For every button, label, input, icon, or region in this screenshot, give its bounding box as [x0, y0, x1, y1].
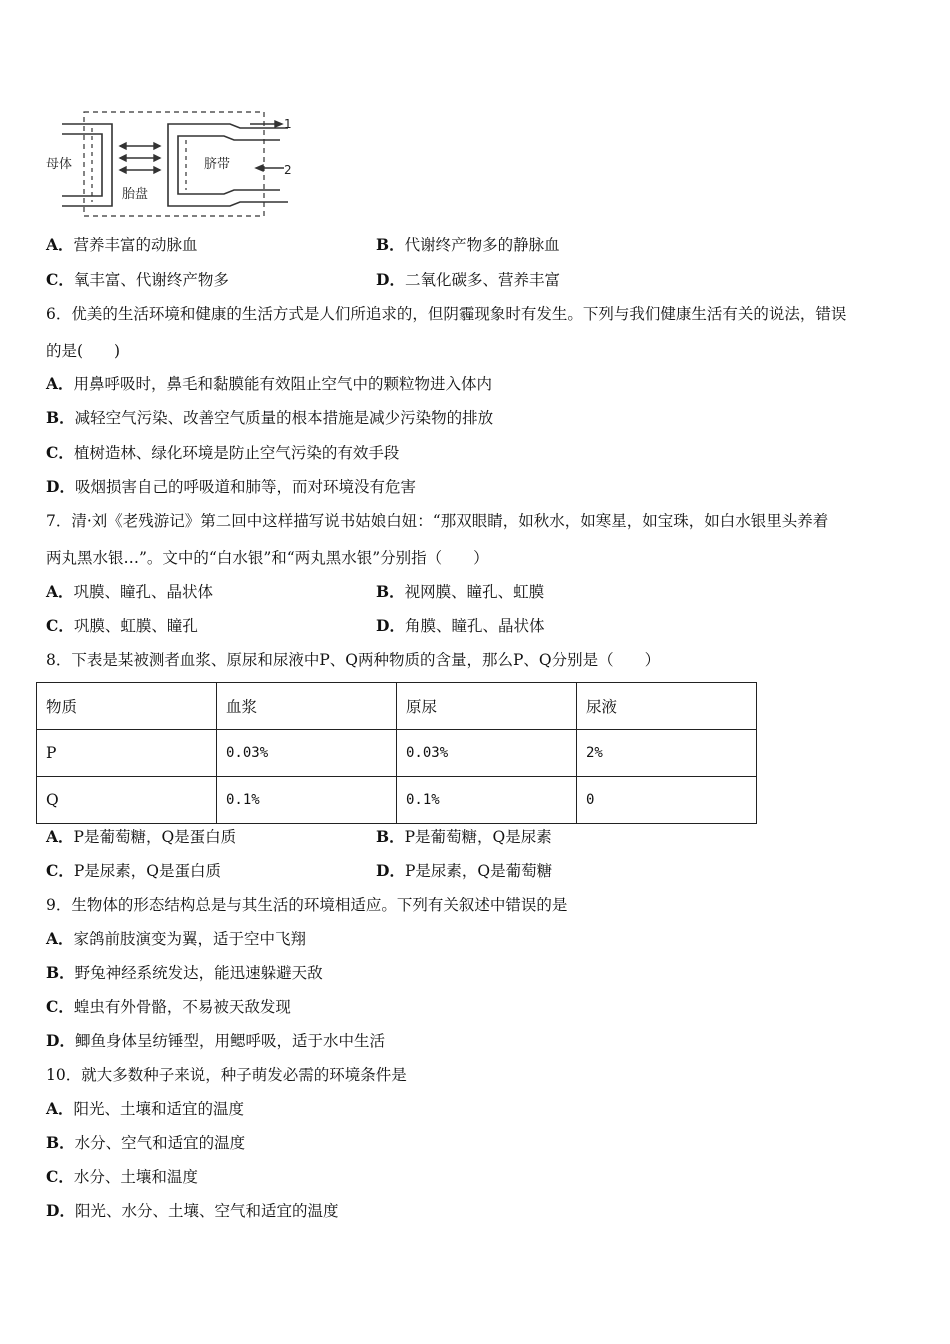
q10-stem: 10．就大多数种子来说，种子萌发必需的环境条件是 [46, 1066, 407, 1084]
table-cell: P [37, 730, 217, 777]
table-cell: 0.03% [397, 730, 577, 777]
q7-option-c: C．巩膜、虹膜、瞳孔 [46, 616, 198, 635]
q8-option-c: C．P是尿素，Q是蛋白质 [46, 861, 221, 880]
q8-option-a: A．P是葡萄糖，Q是蛋白质 [46, 827, 237, 846]
table-header-cell: 物质 [37, 683, 217, 730]
table-cell: 0 [577, 777, 757, 824]
q7-stem-cont: 两丸黑水银…”。文中的“白水银”和“两丸黑水银”分别指（ ） [46, 549, 489, 567]
label-1: 1 [284, 117, 292, 131]
q9-option-b: B．野兔神经系统发达，能迅速躲避天敌 [46, 963, 323, 982]
q7-stem: 7．清·刘《老残游记》第二回中这样描写说书姑娘白妞：“那双眼睛，如秋水，如寒星，如宝珠，如白水银里头养着 [46, 512, 829, 530]
placenta-diagram [40, 110, 300, 220]
q6-option-d: D．吸烟损害自己的呼吸道和肺等，而对环境没有危害 [46, 477, 416, 496]
q5-option-b: B．代谢终产物多的静脉血 [376, 235, 560, 254]
q8-option-d: D．P是尿素，Q是葡萄糖 [376, 861, 553, 880]
q10-option-a: A．阳光、土壤和适宜的温度 [46, 1099, 245, 1118]
table-cell: 0.03% [217, 730, 397, 777]
table-row [37, 730, 757, 777]
table-header-row [37, 683, 757, 730]
label-mother: 母体 [46, 157, 73, 172]
label-2: 2 [284, 163, 292, 177]
table-row [37, 777, 757, 824]
q6-stem-cont: 的是( ) [46, 342, 121, 360]
table-cell: 0.1% [397, 777, 577, 824]
q7-option-b: B．视网膜、瞳孔、虹膜 [376, 582, 545, 601]
q7-option-d: D．角膜、瞳孔、晶状体 [376, 616, 545, 635]
q9-option-a: A．家鸽前肢演变为翼，适于空中飞翔 [46, 929, 307, 948]
q8-stem: 8．下表是某被测者血浆、原尿和尿液中P、Q两种物质的含量，那么P、Q分别是（ ） [46, 651, 661, 669]
table-header-cell: 尿液 [577, 683, 757, 730]
exchange-arrows [120, 143, 160, 173]
q9-stem: 9．生物体的形态结构总是与其生活的环境相适应。下列有关叙述中错误的是 [46, 896, 568, 914]
table-header-cell: 血浆 [217, 683, 397, 730]
table-header-cell: 原尿 [397, 683, 577, 730]
q8-option-b: B．P是葡萄糖，Q是尿素 [376, 827, 552, 846]
q9-option-c: C．蝗虫有外骨骼，不易被天敌发现 [46, 997, 291, 1016]
q5-option-a: A．营养丰富的动脉血 [46, 235, 198, 254]
label-cord: 脐带 [204, 157, 231, 172]
table-cell: 2% [577, 730, 757, 777]
q6-option-b: B．减轻空气污染、改善空气质量的根本措施是减少污染物的排放 [46, 408, 494, 427]
table-cell: 0.1% [217, 777, 397, 824]
q10-option-d: D．阳光、水分、土壤、空气和适宜的温度 [46, 1201, 339, 1220]
q6-option-a: A．用鼻呼吸时，鼻毛和黏膜能有效阻止空气中的颗粒物进入体内 [46, 374, 493, 393]
q10-option-b: B．水分、空气和适宜的温度 [46, 1133, 246, 1152]
q6-option-c: C．植树造林、绿化环境是防止空气污染的有效手段 [46, 443, 400, 462]
q9-option-d: D．鲫鱼身体呈纺锤型，用鳃呼吸，适于水中生活 [46, 1031, 385, 1050]
q6-stem: 6．优美的生活环境和健康的生活方式是人们所追求的，但阴霾现象时有发生。下列与我们健康生活有关的说法，错误 [46, 305, 847, 323]
q7-option-a: A．巩膜、瞳孔、晶状体 [46, 582, 214, 601]
q10-option-c: C．水分、土壤和温度 [46, 1167, 198, 1186]
q5-option-d: D．二氧化碳多、营养丰富 [376, 270, 560, 289]
label-placenta: 胎盘 [122, 187, 149, 202]
q8-table [36, 682, 757, 824]
table-cell: Q [37, 777, 217, 824]
q5-option-c: C．氧丰富、代谢终产物多 [46, 270, 229, 289]
